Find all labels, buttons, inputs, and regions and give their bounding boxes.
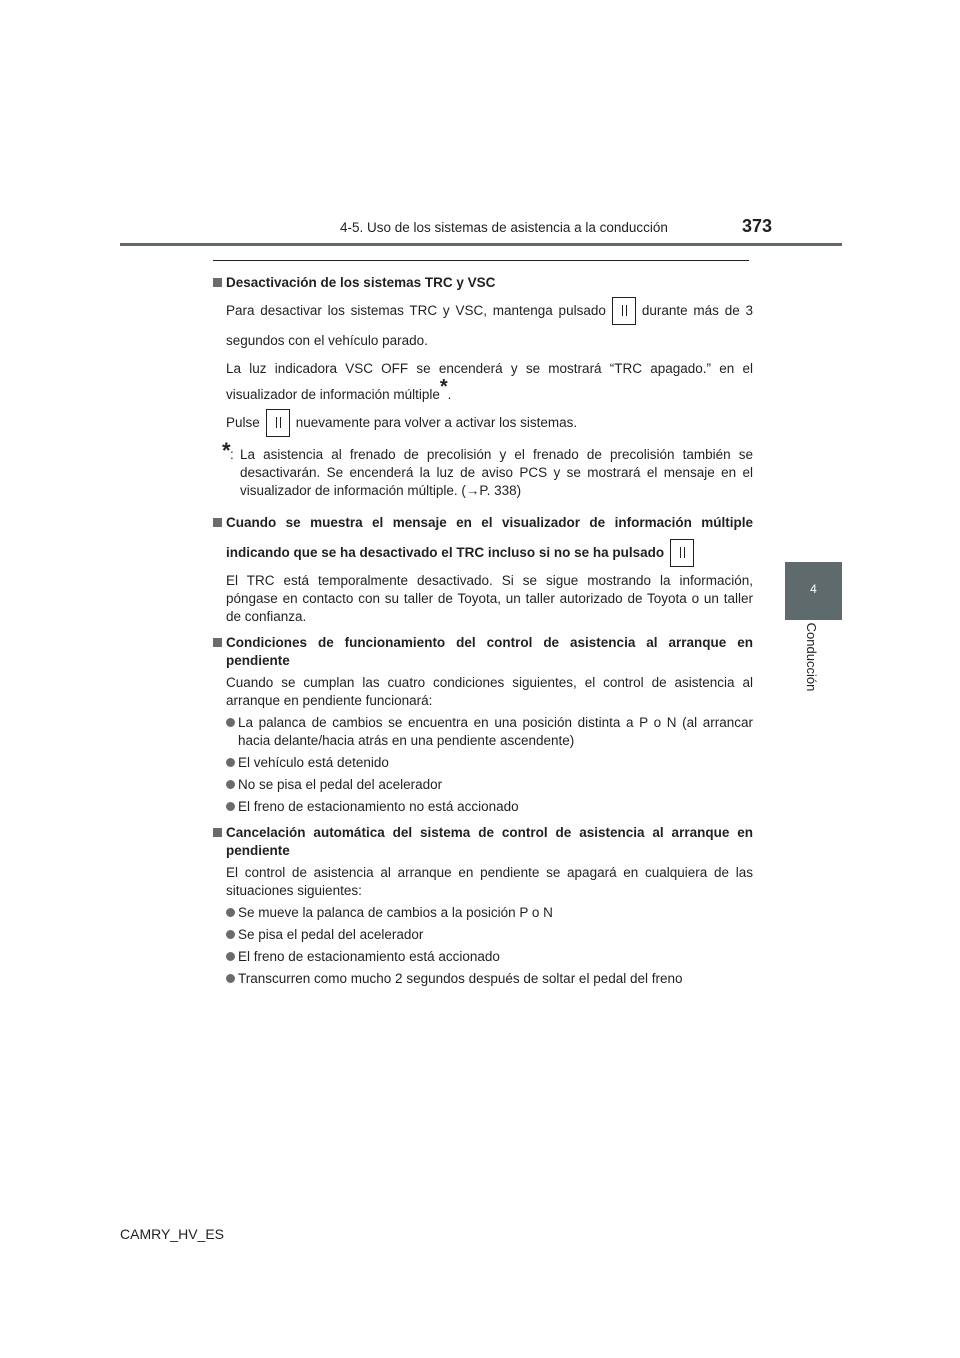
list-item: No se pisa el pedal del acelerador: [213, 776, 753, 794]
footer-model: CAMRY_HV_ES: [120, 1226, 225, 1242]
round-bullet-icon: [226, 930, 235, 939]
paragraph: Para desactivar los sistemas TRC y VSC, mantenga pulsado durante más de 3 segundos con el vehículo parado.: [213, 296, 753, 356]
round-bullet-icon: [226, 952, 235, 961]
vsc-off-button-icon: [612, 297, 636, 325]
section-heading: Condiciones de funcionamiento del control de asistencia al arranque en pendiente: [213, 634, 753, 670]
chapter-number: 4: [810, 582, 817, 596]
list-item: La palanca de cambios se encuentra en una posición distinta a P o N (al arrancar hacia delante/hacia atrás en una pendiente ascendente): [213, 714, 753, 750]
paragraph: Pulse nuevamente para volver a activar los sistemas.: [213, 408, 753, 438]
paragraph: El TRC está temporalmente desactivado. Si se sigue mostrando la información, póngase en contacto con su taller de Toyota, un taller autorizado de Toyota o un taller de confianza.: [226, 573, 753, 624]
section-heading: Desactivación de los sistemas TRC y VSC: [213, 274, 753, 292]
content-rule: [213, 260, 749, 261]
vsc-off-button-icon: [670, 539, 694, 567]
paragraph: El control de asistencia al arranque en pendiente se apagará en cualquiera de las situaciones siguientes:: [226, 865, 753, 898]
page-number: 373: [742, 216, 773, 236]
content: [213, 270, 753, 988]
square-bullet-icon: [213, 828, 222, 837]
square-bullet-icon: [213, 518, 222, 527]
list-item: Se pisa el pedal del acelerador: [213, 926, 753, 944]
header-rule: [120, 243, 842, 246]
chapter-label: Conducción: [804, 622, 819, 692]
list-item: Transcurren como mucho 2 segundos después de soltar el pedal del freno: [213, 970, 753, 988]
round-bullet-icon: [226, 718, 235, 727]
footnote-marker: *: [439, 376, 448, 398]
list-item: Se mueve la palanca de cambios a la posición P o N: [213, 904, 753, 922]
round-bullet-icon: [226, 802, 235, 811]
square-bullet-icon: [213, 638, 222, 647]
footnote-asterisk: *: [222, 438, 231, 463]
round-bullet-icon: [226, 780, 235, 789]
vsc-off-button-icon: [266, 409, 290, 437]
section-heading: Cancelación automática del sistema de control de asistencia al arranque en pendiente: [213, 824, 753, 860]
section-heading: Cuando se muestra el mensaje en el visualizador de información múltiple indicando que se ha desactivado el TRC incluso si no se ha pulsado: [213, 508, 753, 568]
paragraph: La luz indicadora VSC OFF se encenderá y se mostrará “TRC apagado.” en el visualizador de información múltiple*.: [226, 361, 753, 402]
footnote: * : La asistencia al frenado de precolisión y el frenado de precolisión también se desactivarán. Se encenderá la luz de aviso PCS y se mostrará el mensaje en el visualizador de información múltiple. (→P. 338): [222, 438, 753, 498]
header-section-title: 4-5. Uso de los sistemas de asistencia a la conducción: [340, 220, 668, 235]
square-bullet-icon: [213, 278, 222, 287]
round-bullet-icon: [226, 758, 235, 767]
list-item: El freno de estacionamiento no está accionado: [213, 798, 753, 816]
list-item: El freno de estacionamiento está accionado: [213, 948, 753, 966]
list-item: El vehículo está detenido: [213, 754, 753, 772]
paragraph: Cuando se cumplan las cuatro condiciones siguientes, el control de asistencia al arranque en pendiente funcionará:: [226, 675, 753, 708]
round-bullet-icon: [226, 974, 235, 983]
round-bullet-icon: [226, 908, 235, 917]
